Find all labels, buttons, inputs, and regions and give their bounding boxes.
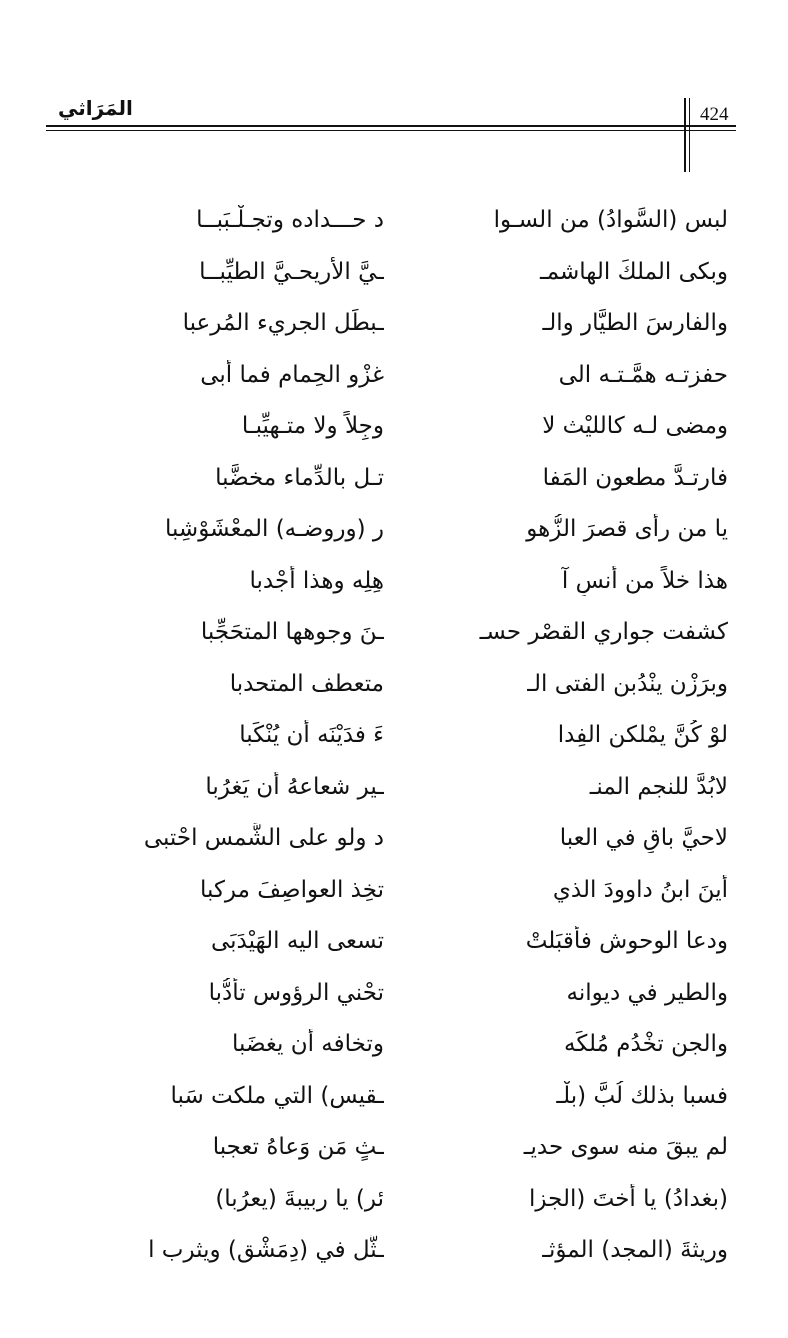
verse-second-hemistich: وجِلاً ولا متـهيِّبـا xyxy=(241,413,384,439)
verse-first-hemistich: لابُدَّ للنجم المنـ xyxy=(589,774,728,800)
verse-second-hemistich: ـير شعاعهُ أن يَغرُبا xyxy=(205,774,384,800)
verse-second-hemistich: ر (وروضـه) المعْشَوْشِبا xyxy=(164,516,384,542)
verse-line xyxy=(0,205,788,235)
verse-first-hemistich: كشفت جواري القصْر حسـ xyxy=(479,619,728,645)
verse-second-hemistich: تحْني الرؤوس تأدُّبا xyxy=(208,980,384,1006)
verse-line xyxy=(0,823,788,853)
verse-second-hemistich: ـثٍ مَن وَعاهُ تعجبا xyxy=(212,1134,384,1160)
verse-second-hemistich: د ولو على الشَّمس احْتبى xyxy=(143,825,384,851)
verse-second-hemistich: متعطف المتحدبا xyxy=(229,671,384,697)
verse-line xyxy=(0,411,788,441)
verse-first-hemistich: وبرَزْن ينْدُبن الفتى الـ xyxy=(527,671,728,697)
verse-second-hemistich: ـثَّل في (دِمَشْق) ويثرب ا xyxy=(148,1237,384,1263)
verse-line xyxy=(0,360,788,390)
verse-second-hemistich: تـل بالدِّماء مخضَّبا xyxy=(215,465,384,491)
verse-line xyxy=(0,720,788,750)
verse-second-hemistich: وتخافه أن يغضَبا xyxy=(232,1031,384,1057)
verse-first-hemistich: لاحيَّ باقٍ في العبا xyxy=(559,825,728,851)
verse-first-hemistich: أينَ ابنُ داوودَ الذي xyxy=(552,877,728,903)
verse-first-hemistich: (بغدادُ) يا أختَ (الجزا xyxy=(529,1186,728,1212)
verse-first-hemistich: فارتـدَّ مطعون المَفا xyxy=(542,465,728,491)
verse-line xyxy=(0,1184,788,1214)
verse-first-hemistich: والفارسَ الطيَّار والـ xyxy=(542,310,728,336)
verse-second-hemistich: هِلِه وهذا أجْدبا xyxy=(249,568,384,594)
verse-line xyxy=(0,875,788,905)
page-number: 424 xyxy=(700,104,729,125)
verse-first-hemistich: حفزتـه همَّـتـه الى xyxy=(558,362,728,388)
verse-line xyxy=(0,978,788,1008)
verse-second-hemistich: ءَ فدَيْنَه أن يُنْكَبا xyxy=(239,722,384,748)
verse-second-hemistich: غزْو الحِمام فما أبى xyxy=(200,362,384,388)
verse-second-hemistich: ـنَ وجوهها المتحَجِّبا xyxy=(200,619,384,645)
verse-first-hemistich: وبكى الملكَ الهاشمـ xyxy=(539,259,728,285)
verse-line xyxy=(0,257,788,287)
verse-second-hemistich: ئر) يا ربيبةَ (يعرُبا) xyxy=(215,1186,384,1212)
verse-line xyxy=(0,669,788,699)
verse-first-hemistich: والطير في ديوانه xyxy=(566,980,728,1006)
verse-line xyxy=(0,1081,788,1111)
verse-line xyxy=(0,308,788,338)
header-rule-bottom xyxy=(46,130,736,131)
verse-first-hemistich: لم يبقَ منه سوى حديـ xyxy=(523,1134,728,1160)
verse-line xyxy=(0,463,788,493)
verse-first-hemistich: ومضى لـه كالليْث لا xyxy=(542,413,728,439)
verse-first-hemistich: هذا خلاً من أُنسِ آ xyxy=(561,568,728,594)
verse-first-hemistich: ودعا الوحوش فأقبَلتْ xyxy=(525,928,728,954)
header-rule-vertical-left xyxy=(684,98,686,172)
verse-first-hemistich: يا من رأى قصرَ الزُّهو xyxy=(526,516,728,542)
verse-second-hemistich: ـيَّ الأريحـيَّ الطيِّبــا xyxy=(199,259,384,285)
verse-second-hemistich: تسعى اليه الهَيْدَبَى xyxy=(210,928,384,954)
verse-first-hemistich: لبس (السَّوادُ) من السـوا xyxy=(493,207,728,233)
verse-second-hemistich: ـقيس) التي ملكت سَبا xyxy=(170,1083,384,1109)
verse-line xyxy=(0,514,788,544)
header-rule-vertical-right xyxy=(689,98,690,172)
verse-line xyxy=(0,1029,788,1059)
verse-line xyxy=(0,772,788,802)
verse-first-hemistich: فسبا بذلك لُبَّ (بلْـ xyxy=(556,1083,728,1109)
page-header xyxy=(0,0,788,180)
header-rule-top xyxy=(46,125,736,127)
verse-second-hemistich: تخِذ العواصِفَ مركبا xyxy=(200,877,384,903)
verse-line xyxy=(0,617,788,647)
verse-line xyxy=(0,926,788,956)
running-title: المَرَاثي xyxy=(58,96,133,120)
verse-first-hemistich: وريثةَ (المجد) المؤثـ xyxy=(542,1237,728,1263)
verse-second-hemistich: د حـــداده وتجـلْـبَبــا xyxy=(196,207,384,233)
verse-line xyxy=(0,566,788,596)
verse-line xyxy=(0,1132,788,1162)
verse-line xyxy=(0,1235,788,1265)
verse-first-hemistich: لوْ كُنَّ يمْلكن الفِدا xyxy=(557,722,728,748)
verse-second-hemistich: ـبطَل الجريء المُرعبا xyxy=(182,310,384,336)
verse-first-hemistich: والجن تخْدُم مُلكَه xyxy=(563,1031,728,1057)
